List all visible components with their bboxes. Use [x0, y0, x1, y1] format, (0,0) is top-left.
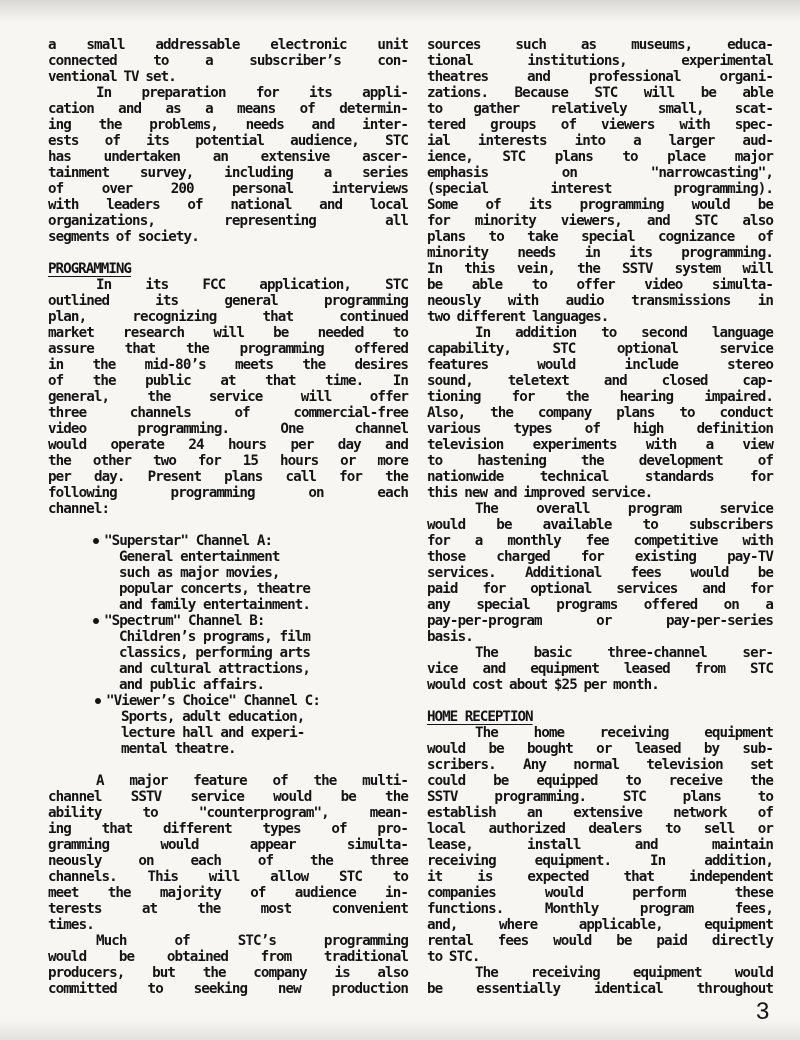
- text-line: (special interest programming).: [427, 181, 773, 197]
- text-line: and, where applicable, equipment: [427, 917, 773, 933]
- sources-paragraph: [48, 933, 408, 997]
- channel-description-line: and public affairs.: [119, 677, 265, 693]
- cost-paragraph: [427, 645, 773, 693]
- text-line: of over 200 personal interviews: [48, 181, 408, 197]
- fees-paragraph: [427, 501, 773, 645]
- text-line: zations. Because STC will be able: [427, 85, 773, 101]
- text-line: vice and equipment leased from STC: [427, 661, 773, 677]
- text-line: tainment survey, including a series: [48, 165, 408, 181]
- text-line: video programming. One channel: [48, 421, 408, 437]
- text-line: following programming on each: [48, 485, 408, 501]
- text-line: producers, but the company is also: [48, 965, 408, 981]
- text-line: plans to take special cognizance of: [427, 229, 773, 245]
- text-line: gramming would appear simulta-: [48, 837, 408, 853]
- text-line: general, the service will offer: [48, 389, 408, 405]
- text-line: has undertaken an extensive ascer-: [48, 149, 408, 165]
- text-line: a small addressable electronic unit: [48, 37, 408, 53]
- text-line: ventional TV set.: [48, 69, 176, 85]
- text-line: The receiving equipment would: [475, 965, 773, 981]
- text-line: In this vein, the SSTV system will: [427, 261, 773, 277]
- text-line: nationwide technical standards for: [427, 469, 773, 485]
- text-line: In preparation for its appli-: [96, 85, 408, 101]
- text-line: ience, STC plans to place major: [427, 149, 773, 165]
- bullet-icon: [95, 698, 101, 704]
- text-line: rental fees would be paid directly: [427, 933, 773, 949]
- text-line: to STC.: [427, 949, 480, 965]
- text-line: to gather relatively small, scat-: [427, 101, 773, 117]
- channel-description-line: Sports, adult education,: [121, 709, 305, 725]
- text-line: cation and as a means of determin-: [48, 101, 408, 117]
- text-line: paid for optional services and for: [427, 581, 773, 597]
- text-line: would cost about $25 per month.: [427, 677, 659, 693]
- text-line: per day. Present plans call for the: [48, 469, 408, 485]
- text-line: local authorized dealers to sell or: [427, 821, 773, 837]
- text-line: connected to a subscriber’s con-: [48, 53, 408, 69]
- programming-heading: PROGRAMMING: [48, 261, 131, 277]
- text-line: basis.: [427, 629, 473, 645]
- text-line: A major feature of the multi-: [96, 773, 408, 789]
- channel-description-line: classics, performing arts: [119, 645, 311, 661]
- text-line: ing the problems, needs and inter-: [48, 117, 408, 133]
- text-line: those charged for existing pay-TV: [427, 549, 773, 565]
- text-line: would be available to subscribers: [427, 517, 773, 533]
- right-column: [427, 37, 773, 997]
- bullet-icon: [93, 538, 99, 544]
- text-line: sources such as museums, educa-: [427, 37, 773, 53]
- text-line: be able to offer video simulta-: [427, 277, 773, 293]
- text-line: committed to seeking new production: [48, 981, 408, 997]
- text-line: The basic three-channel ser-: [475, 645, 773, 661]
- text-line: sound, teletext and closed cap-: [427, 373, 773, 389]
- text-line: tered groups of viewers with spec-: [427, 117, 773, 133]
- text-line: Some of its programming would be: [427, 197, 773, 213]
- text-line: plan, recognizing that continued: [48, 309, 408, 325]
- counterprogram-paragraph: [48, 773, 408, 933]
- text-line: The home receiving equipment: [475, 725, 773, 741]
- text-line: would operate 24 hours per day and: [48, 437, 408, 453]
- text-line: this new and improved service.: [427, 485, 653, 501]
- channel-description-line: and cultural attractions,: [119, 661, 311, 677]
- text-line: services. Additional fees would be: [427, 565, 773, 581]
- channel-title: "Superstar" Channel A:: [104, 533, 273, 549]
- text-line: In its FCC application, STC: [96, 277, 408, 293]
- text-line: the other two for 15 hours or more: [48, 453, 408, 469]
- text-line: tional institutions, experimental: [427, 53, 773, 69]
- text-line: it is expected that independent: [427, 869, 773, 885]
- channel-description-line: General entertainment: [119, 549, 280, 565]
- text-line: lease, install and maintain: [427, 837, 773, 853]
- channel-list-item: [93, 613, 408, 693]
- text-line: theatres and professional organi-: [427, 69, 773, 85]
- text-line: functions. Monthly program fees,: [427, 901, 773, 917]
- channel-description-line: such as major movies,: [119, 565, 280, 581]
- text-line: television experiments with a view: [427, 437, 773, 453]
- text-line: ial interests into a larger aud-: [427, 133, 773, 149]
- text-line: ests of its potential audience, STC: [48, 133, 408, 149]
- text-line: Much of STC’s programming: [96, 933, 408, 949]
- text-line: tioning for the hearing impaired.: [427, 389, 773, 405]
- text-line: in the mid-80’s meets the desires: [48, 357, 408, 373]
- channel-list-item: [93, 533, 408, 613]
- text-line: capability, STC optional service: [427, 341, 773, 357]
- text-line: organizations, representing all: [48, 213, 408, 229]
- text-line: ing that different types of pro-: [48, 821, 408, 837]
- text-line: ability to "counterprogram", mean-: [48, 805, 408, 821]
- text-line: be essentially identical throughout: [427, 981, 773, 997]
- page-number: 3: [756, 998, 770, 1025]
- channel-list: [48, 533, 408, 757]
- text-line: various types of high definition: [427, 421, 773, 437]
- text-line: The overall program service: [475, 501, 773, 517]
- scan-shadow-top: [0, 0, 800, 22]
- text-line: market research will be needed to: [48, 325, 408, 341]
- features-paragraph: [427, 325, 773, 501]
- text-line: scribers. Any normal television set: [427, 757, 773, 773]
- spacer: [48, 757, 408, 773]
- text-line: companies would perform these: [427, 885, 773, 901]
- text-line: of the public at that time. In: [48, 373, 408, 389]
- channel-description-line: mental theatre.: [121, 741, 236, 757]
- channel-description-line: popular concerts, theatre: [119, 581, 311, 597]
- text-line: times.: [48, 917, 94, 933]
- spacer: [48, 517, 408, 533]
- left-column: [48, 37, 408, 997]
- text-line: could be equipped to receive the: [427, 773, 773, 789]
- channel-description-line: Children’s programs, film: [119, 629, 311, 645]
- text-line: SSTV programming. STC plans to: [427, 789, 773, 805]
- channel-title: "Viewer’s Choice" Channel C:: [106, 693, 320, 709]
- scan-shadow-bottom: [0, 1020, 800, 1040]
- text-line: any special programs offered on a: [427, 597, 773, 613]
- text-line: segments of society.: [48, 229, 199, 245]
- text-line: receiving equipment. In addition,: [427, 853, 773, 869]
- text-line: pay-per-program or pay-per-series: [427, 613, 773, 629]
- text-line: for minority viewers, and STC also: [427, 213, 773, 229]
- text-line: channel SSTV service would be the: [48, 789, 408, 805]
- text-line: features would include stereo: [427, 357, 773, 373]
- text-line: for a monthly fee competitive with: [427, 533, 773, 549]
- channel-description-line: and family entertainment.: [119, 597, 311, 613]
- programming-paragraph: [48, 277, 408, 517]
- text-line: two different languages.: [427, 309, 609, 325]
- text-line: meet the majority of audience in-: [48, 885, 408, 901]
- intro-paragraph: [48, 37, 408, 85]
- text-line: emphasis on "narrowcasting",: [427, 165, 773, 181]
- text-line: assure that the programming offered: [48, 341, 408, 357]
- text-line: with leaders of national and local: [48, 197, 408, 213]
- ascertainment-paragraph: [48, 85, 408, 245]
- spacer: [48, 245, 408, 261]
- text-line: establish an extensive network of: [427, 805, 773, 821]
- text-line: would be obtained from traditional: [48, 949, 408, 965]
- channel-description-line: lecture hall and experi-: [121, 725, 305, 741]
- text-line: neously with audio transmissions in: [427, 293, 773, 309]
- home-reception-heading: HOME RECEPTION: [427, 709, 533, 725]
- channel-list-item: [93, 693, 408, 757]
- text-line: channel:: [48, 501, 110, 517]
- text-line: Also, the company plans to conduct: [427, 405, 773, 421]
- channel-title: "Spectrum" Channel B:: [104, 613, 265, 629]
- text-line: three channels of commercial-free: [48, 405, 408, 421]
- text-line: In addition to second language: [475, 325, 773, 341]
- bullet-icon: [93, 618, 99, 624]
- identical-paragraph: [427, 965, 773, 997]
- text-line: channels. This will allow STC to: [48, 869, 408, 885]
- text-line: to hastening the development of: [427, 453, 773, 469]
- spacer: [427, 693, 773, 709]
- text-line: minority needs in its programming.: [427, 245, 773, 261]
- text-line: terests at the most convenient: [48, 901, 408, 917]
- home-reception-paragraph: [427, 725, 773, 965]
- text-line: would be bought or leased by sub-: [427, 741, 773, 757]
- text-line: neously on each of the three: [48, 853, 408, 869]
- text-line: outlined its general programming: [48, 293, 408, 309]
- narrowcasting-paragraph: [427, 37, 773, 325]
